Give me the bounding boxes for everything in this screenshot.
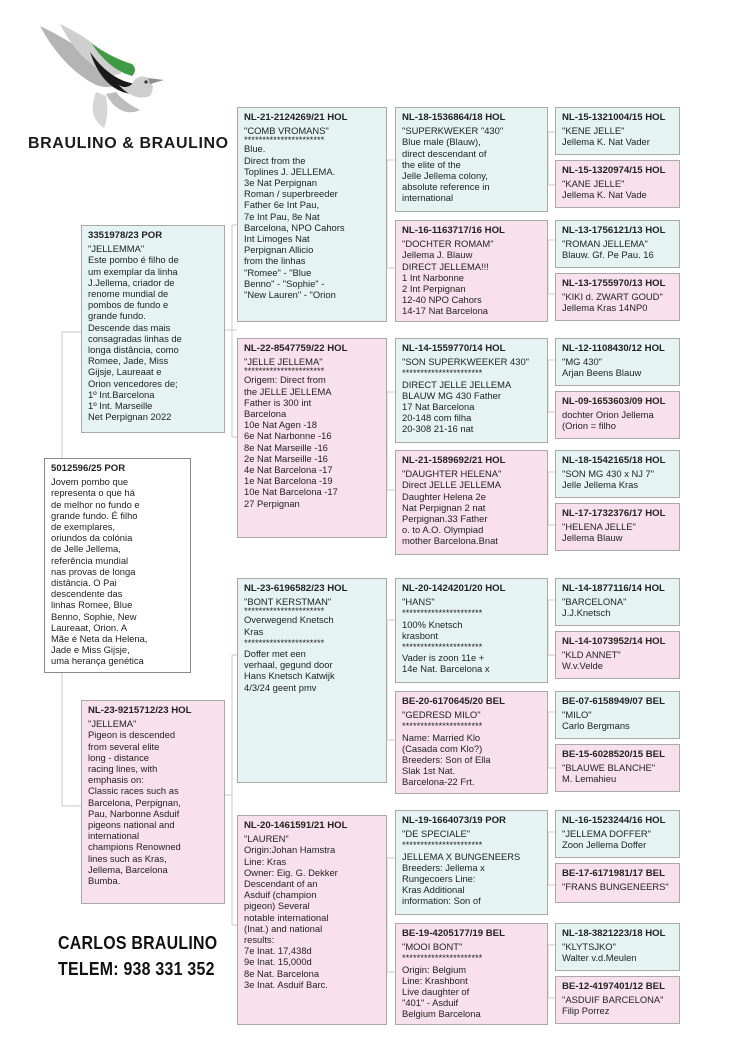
- ancestor-card: [555, 503, 680, 551]
- separator: **********************: [244, 365, 325, 377]
- pigeon-name: "BLAUWE BLANCHE": [562, 762, 656, 774]
- separator: **********************: [244, 605, 325, 617]
- ancestor-card: [555, 810, 680, 858]
- ancestor-card: [555, 107, 680, 155]
- pigeon-description: Jellema Blauw: [562, 532, 623, 544]
- ring-number: NL-09-1653603/09 HOL: [562, 396, 666, 407]
- ancestor-card: [555, 450, 680, 498]
- pigeon-description: Jovem pombo que representa o que há de melhor no fundo e grande fundo. É filho de exemplares, oriundos da colónia de Jelle Jellema, referência mundial nas provas de longa distância. O Pai descendente das linhas Romee, Blue Benno, Sophie, New Laureaat, Orion. A Mãe é Neta da Helena, Jade e Miss Gijsje, uma herança genética: [51, 476, 148, 667]
- ancestor-card: [555, 391, 680, 439]
- pigeon-description: Zoon Jellema Doffer: [562, 839, 647, 851]
- ring-number: NL-17-1732376/17 HOL: [562, 508, 666, 519]
- pigeon-name: "KIKI d. ZWART GOUD": [562, 291, 663, 303]
- great-grandparent-card: [395, 578, 548, 683]
- pigeon-description: Jellema Kras 14NP0: [562, 302, 648, 314]
- pigeon-name: "BONT KERSTMAN": [244, 596, 332, 608]
- pigeon-name: "KENE JELLE": [562, 125, 625, 137]
- ring-number: 3351978/23 POR: [88, 230, 163, 241]
- pigeon-description: Carlo Bergmans: [562, 720, 630, 732]
- pigeon-description: Pigeon is descended from several elite long - distance racing lines, with emphasis on: Classic races such as Barcelona, Perpignan, Pau, Narbonne Asduif pigeons national and international champions Renowned lines such as Kras, Jellema, Barcelona Bumba.: [88, 729, 181, 887]
- pigeon-name: "GEDRESD MILO": [402, 709, 481, 721]
- pigeon-name: "DAUGHTER HELENA": [402, 468, 502, 480]
- ring-number: BE-12-4197401/12 BEL: [562, 981, 665, 992]
- pigeon-description: J.J.Knetsch: [562, 607, 611, 619]
- ring-number: NL-14-1559770/14 HOL: [402, 343, 506, 354]
- ancestor-card: [555, 338, 680, 386]
- ancestor-card: [555, 923, 680, 971]
- pigeon-description: Overwegend Knetsch Kras ********************** Doffer met een verhaal, gegund door Hans Knetsch Katwijk 4/3/24 geent pmv: [244, 614, 335, 693]
- ring-number: NL-15-1321004/15 HOL: [562, 112, 666, 123]
- grandparent-card: [237, 815, 387, 1025]
- ring-number: BE-19-4205177/19 BEL: [402, 928, 505, 939]
- ring-number: NL-18-3821223/18 HOL: [562, 928, 666, 939]
- pigeon-name: "JELLEMMA": [88, 243, 145, 255]
- ring-number: NL-22-8547759/22 HOL: [244, 343, 348, 354]
- great-grandparent-card: [395, 810, 548, 915]
- pigeon-name: "SON SUPERKWEEKER 430": [402, 356, 530, 368]
- sire-card: [81, 225, 225, 433]
- ancestor-card: [555, 273, 680, 321]
- pigeon-description: Origem: Direct from the JELLE JELLEMA Father is 300 int Barcelona 10e Nat Agen -18 6e Nat Narbonne -16 8e Nat Marseille -16 2e Nat Marseille -16 4e Nat Barcelona -17 1e Nat Barcelona -19 10e Nat Barcelona -17 27 Perpignan: [244, 374, 338, 509]
- ring-number: BE-20-6170645/20 BEL: [402, 696, 505, 707]
- pigeon-name: "KLYTSJKO": [562, 941, 616, 953]
- ring-number: NL-23-9215712/23 HOL: [88, 705, 192, 716]
- pigeon-name: "DOCHTER ROMAM": [402, 238, 494, 250]
- ring-number: NL-21-1589692/21 HOL: [402, 455, 506, 466]
- pigeon-description: Este pombo é filho de um exemplar da linha J.Jellema, criador de renome mundial de pombos de fundo e grande fundo. Descende das mais consagradas linhas de longa distância, como Romee, Jade, Miss Gijsje, Laureaat e Orion vencedores de; 1º Int.Barcelona 1º Int. Marseille Net Perpignan 2022: [88, 254, 182, 423]
- ring-number: NL-14-1073952/14 HOL: [562, 636, 666, 647]
- ring-number: NL-15-1320974/15 HOL: [562, 165, 666, 176]
- pigeon-description: Arjan Beens Blauw: [562, 367, 642, 379]
- pigeon-name: "JELLEMA": [88, 718, 137, 730]
- ring-number: NL-19-1664073/19 POR: [402, 815, 506, 826]
- great-grandparent-card: [395, 220, 548, 322]
- pigeon-description: ********************** Name: Married Klo (Casada com Klo?) Breeders: Son of Ella Slak 1st Nat. Barcelona-22 Frt.: [402, 720, 491, 788]
- subject-card: [44, 458, 191, 673]
- ancestor-card: [555, 220, 680, 268]
- pigeon-description: Origin:Johan Hamstra Line: Kras Owner: Eig. G. Dekker Descendant of an Asduif (champion pigeon) Several notable international (Inat.) and national results: 7e Inat. 17,438d 9e Inat. 15,000d 8e Nat. Barcelona 3e Inat. Asduif Barc.: [244, 844, 338, 990]
- ring-number: NL-16-1163717/16 HOL: [402, 225, 505, 236]
- ring-number: NL-21-2124269/21 HOL: [244, 112, 348, 123]
- ancestor-card: [555, 976, 680, 1024]
- pigeon-description: W.v.Velde: [562, 660, 603, 672]
- brand-name: BRAULINO & BRAULINO: [28, 135, 229, 152]
- pigeon-name: "SON MG 430 x NJ 7": [562, 468, 655, 480]
- pigeon-name: "MOOI BONT": [402, 941, 463, 953]
- ring-number: NL-13-1755970/13 HOL: [562, 278, 666, 289]
- pigeon-name: "ROMAN JELLEMA": [562, 238, 648, 250]
- ancestor-card: [555, 160, 680, 208]
- pigeon-name: "DE SPECIALE": [402, 828, 471, 840]
- ancestor-card: [555, 744, 680, 792]
- pigeon-description: ********************** Origin: Belgium Line: Krashbont Live daughter of "401" - Asduif Belgium Barcelona: [402, 952, 483, 1020]
- grandparent-card: [237, 338, 387, 538]
- ring-number: BE-17-6171981/17 BEL: [562, 868, 665, 879]
- pigeon-name: "JELLEMA DOFFER": [562, 828, 651, 840]
- pigeon-name: "HELENA JELLE": [562, 521, 636, 533]
- ring-number: BE-07-6158949/07 BEL: [562, 696, 665, 707]
- pigeon-name: "FRANS BUNGENEERS": [562, 881, 669, 893]
- ring-number: NL-18-1542165/18 HOL: [562, 455, 666, 466]
- pigeon-name: "KANE JELLE": [562, 178, 625, 190]
- pigeon-description: Jellema J. Blauw DIRECT JELLEMA!!! 1 Int Narbonne 2 Int Perpignan 12-40 NPO Cahors 14-17 Nat Barcelona: [402, 249, 489, 317]
- pigeon-name: "SUPERKWEKER "430": [402, 125, 504, 137]
- pigeon-description: Jellema K. Nat Vader: [562, 136, 650, 148]
- pigeon-description: ********************** DIRECT JELLE JELLEMA BLAUW MG 430 Father 17 Nat Barcelona 20-148 com filha 20-308 21-16 nat: [402, 367, 512, 435]
- ancestor-card: [555, 863, 680, 903]
- pigeon-description: ********************** 100% Knetsch krasbont ********************** Vader is zoon 11e + 14e Nat. Barcelona x: [402, 607, 490, 675]
- grandparent-card: [237, 578, 387, 783]
- ring-number: NL-23-6196582/23 HOL: [244, 583, 348, 594]
- ancestor-card: [555, 691, 680, 739]
- pigeon-description: Blue. Direct from the Toplines J. JELLEMA. 3e Nat Perpignan Roman / superbreeder Father 6e Int Pau, 7e Int Pau, 8e Nat Barcelona, NPO Cahors Int Limoges Nat Perpignan Allicio from the linhas "Romee" - "Blue Benno" - "Sophie" - "New Lauren" - "Orion: [244, 143, 345, 301]
- ring-number: NL-20-1461591/21 HOL: [244, 820, 348, 831]
- contact-name: CARLOS BRAULINO: [58, 932, 218, 953]
- pigeon-description: ********************** JELLEMA X BUNGENEERS Breeders: Jellema x Rungecoers Line: Kras Additional information: Son of: [402, 839, 521, 907]
- ring-number: NL-16-1523244/16 HOL: [562, 815, 666, 826]
- pigeon-name: "ASDUIF BARCELONA": [562, 994, 664, 1006]
- pigeon-name: "MILO": [562, 709, 592, 721]
- ring-number: NL-14-1877116/14 HOL: [562, 583, 665, 594]
- pigeon-description: Blue male (Blauw), direct descendant of the elite of the Jelle Jellema colony, absolute reference in international: [402, 136, 490, 204]
- ring-number: 5012596/25 POR: [51, 463, 126, 474]
- pigeon-description: Blauw. Gf. Pe Pau. 16: [562, 249, 654, 261]
- pigeon-name: "KLD ANNET": [562, 649, 621, 661]
- pigeon-description: M. Lemahieu: [562, 773, 617, 785]
- ring-number: NL-12-1108430/12 HOL: [562, 343, 665, 354]
- pigeon-description: Direct JELLE JELLEMA Daughter Helena 2e Nat Perpignan 2 nat Perpignan.33 Father o. to A.O. Olympiad mother Barcelona.Bnat: [402, 479, 501, 547]
- great-grandparent-card: [395, 338, 548, 443]
- great-grandparent-card: [395, 691, 548, 794]
- ring-number: NL-18-1536864/18 HOL: [402, 112, 506, 123]
- dam-card: [81, 700, 225, 904]
- pigeon-name: "LAUREN": [244, 833, 289, 845]
- dove-logo-icon: [32, 22, 182, 132]
- pigeon-description: Walter v.d.Meulen: [562, 952, 637, 964]
- pigeon-description: Jelle Jellema Kras: [562, 479, 639, 491]
- pigeon-name: "JELLE JELLEMA": [244, 356, 323, 368]
- ring-number: NL-13-1756121/13 HOL: [562, 225, 666, 236]
- great-grandparent-card: [395, 450, 548, 555]
- pigeon-description: Jellema K. Nat Vade: [562, 189, 647, 201]
- pigeon-description: dochter Orion Jellema (Orion = filho: [562, 409, 654, 432]
- pigeon-name: "BARCELONA": [562, 596, 627, 608]
- ancestor-card: [555, 631, 680, 679]
- pigeon-name: "HANS": [402, 596, 435, 608]
- great-grandparent-card: [395, 107, 548, 212]
- contact-phone: TELEM: 938 331 352: [58, 958, 215, 979]
- separator: **********************: [244, 134, 325, 146]
- pigeon-name: "COMB VROMANS": [244, 125, 329, 137]
- pigeon-description: Filip Porrez: [562, 1005, 610, 1017]
- ring-number: NL-20-1424201/20 HOL: [402, 583, 506, 594]
- grandparent-card: [237, 107, 387, 322]
- ancestor-card: [555, 578, 680, 626]
- great-grandparent-card: [395, 923, 548, 1025]
- pigeon-name: "MG 430": [562, 356, 603, 368]
- ring-number: BE-15-6028520/15 BEL: [562, 749, 665, 760]
